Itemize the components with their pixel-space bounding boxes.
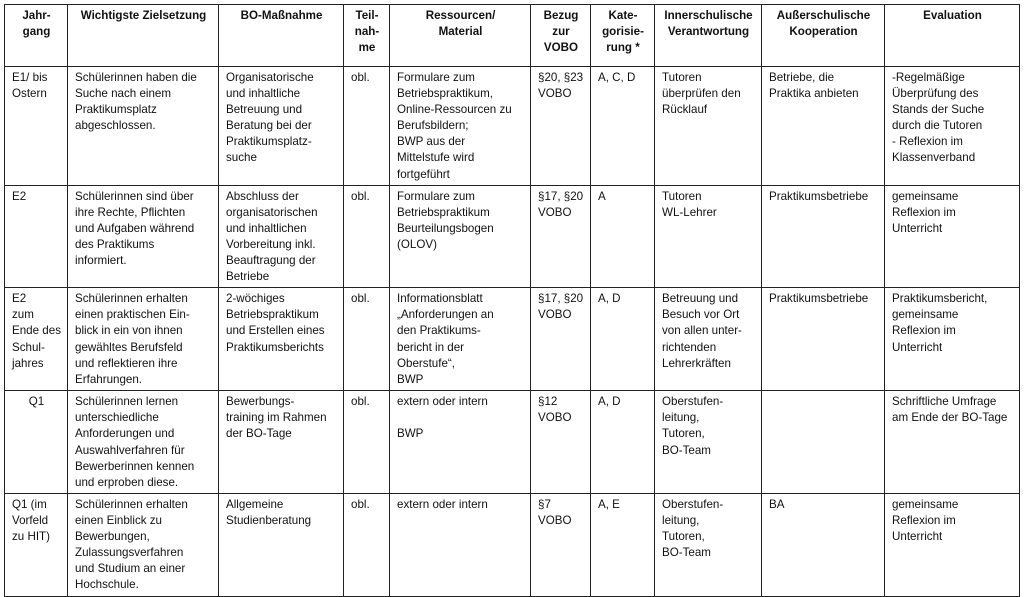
cell-jahrgang: Q1 (im Vorfeld zu HIT)	[5, 493, 68, 596]
cell-vobo: §20, §23 VOBO	[531, 67, 591, 186]
cell-innerschulisch: Betreuung und Besuch vor Ort von allen unter- richtenden Lehrerkräften	[655, 288, 762, 391]
cell-ausserschulisch: Betriebe, die Praktika anbieten	[762, 67, 885, 186]
cell-massnahme: Organisatorische und inhaltliche Betreuung und Beratung bei der Praktikumsplatz- suche	[219, 67, 344, 186]
header-massnahme: BO-Maßnahme	[219, 5, 344, 67]
cell-kategorisierung: A, C, D	[591, 67, 655, 186]
cell-jahrgang: E2	[5, 185, 68, 288]
cell-evaluation: gemeinsame Reflexion im Unterricht	[885, 493, 1020, 596]
cell-massnahme: Abschluss der organisatorischen und inhaltlichen Vorbereitung inkl. Beauftragung der Betriebe	[219, 185, 344, 288]
cell-teilnahme: obl.	[344, 67, 390, 186]
cell-zielsetzung: Schülerinnen sind über ihre Rechte, Pflichten und Aufgaben während des Praktikums informiert.	[68, 185, 219, 288]
cell-jahrgang: E2 zum Ende des Schul- jahres	[5, 288, 68, 391]
header-row	[5, 5, 1020, 67]
cell-ressourcen: extern oder intern BWP	[390, 391, 531, 494]
table-row	[5, 288, 1020, 391]
cell-kategorisierung: A, D	[591, 391, 655, 494]
cell-zielsetzung: Schülerinnen erhalten einen Einblick zu Bewerbungen, Zulassungsverfahren und Studium an einer Hochschule.	[68, 493, 219, 596]
cell-massnahme: Allgemeine Studienberatung	[219, 493, 344, 596]
cell-kategorisierung: A	[591, 185, 655, 288]
header-ressourcen: Ressourcen/ Material	[390, 5, 531, 67]
cell-teilnahme: obl.	[344, 185, 390, 288]
cell-ausserschulisch: Praktikumsbetriebe	[762, 185, 885, 288]
cell-ausserschulisch: Praktikumsbetriebe	[762, 288, 885, 391]
header-zielsetzung: Wichtigste Zielsetzung	[68, 5, 219, 67]
cell-vobo: §17, §20 VOBO	[531, 288, 591, 391]
cell-evaluation: Schriftliche Umfrage am Ende der BO-Tage	[885, 391, 1020, 494]
header-kategorisierung: Kate- gorisie- rung *	[591, 5, 655, 67]
cell-vobo: §12 VOBO	[531, 391, 591, 494]
cell-jahrgang: Q1	[5, 391, 68, 494]
header-vobo: Bezug zur VOBO	[531, 5, 591, 67]
header-teilnahme: Teil- nah- me	[344, 5, 390, 67]
cell-teilnahme: obl.	[344, 493, 390, 596]
cell-innerschulisch: Tutoren WL-Lehrer	[655, 185, 762, 288]
cell-massnahme: Bewerbungs- training im Rahmen der BO-Tage	[219, 391, 344, 494]
cell-teilnahme: obl.	[344, 288, 390, 391]
cell-evaluation: -Regelmäßige Überprüfung des Stands der Suche durch die Tutoren - Reflexion im Klassenverband	[885, 67, 1020, 186]
cell-vobo: §17, §20 VOBO	[531, 185, 591, 288]
cell-zielsetzung: Schülerinnen erhalten einen praktischen Ein- blick in ein von ihnen gewähltes Berufsfeld und reflektieren ihre Erfahrungen.	[68, 288, 219, 391]
cell-ressourcen: Formulare zum Betriebspraktikum Beurteilungsbogen (OLOV)	[390, 185, 531, 288]
cell-ressourcen: Informationsblatt „Anforderungen an den Praktikums- bericht in der Oberstufe“, BWP	[390, 288, 531, 391]
header-innerschulisch: Innerschulische Verantwortung	[655, 5, 762, 67]
cell-innerschulisch: Tutoren überprüfen den Rücklauf	[655, 67, 762, 186]
cell-vobo: §7 VOBO	[531, 493, 591, 596]
header-jahrgang: Jahr- gang	[5, 5, 68, 67]
cell-zielsetzung: Schülerinnen haben die Suche nach einem Praktikumsplatz abgeschlossen.	[68, 67, 219, 186]
cell-jahrgang: E1/ bis Ostern	[5, 67, 68, 186]
cell-evaluation: gemeinsame Reflexion im Unterricht	[885, 185, 1020, 288]
cell-ausserschulisch: BA	[762, 493, 885, 596]
cell-massnahme: 2-wöchiges Betriebspraktikum und Erstellen eines Praktikumsberichts	[219, 288, 344, 391]
header-ausserschulisch: Außerschulische Kooperation	[762, 5, 885, 67]
table-row	[5, 67, 1020, 186]
cell-ressourcen: extern oder intern	[390, 493, 531, 596]
cell-innerschulisch: Oberstufen- leitung, Tutoren, BO-Team	[655, 391, 762, 494]
cell-ressourcen: Formulare zum Betriebspraktikum, Online-Ressourcen zu Berufsbildern; BWP aus der Mittelstufe wird fortgeführt	[390, 67, 531, 186]
cell-evaluation: Praktikumsbericht, gemeinsame Reflexion im Unterricht	[885, 288, 1020, 391]
cell-ausserschulisch	[762, 391, 885, 494]
cell-kategorisierung: A, E	[591, 493, 655, 596]
cell-innerschulisch: Oberstufen- leitung, Tutoren, BO-Team	[655, 493, 762, 596]
bo-measures-table	[4, 4, 1020, 597]
cell-zielsetzung: Schülerinnen lernen unterschiedliche Anforderungen und Auswahlverfahren für Bewerberinnen kennen und erproben diese.	[68, 391, 219, 494]
cell-kategorisierung: A, D	[591, 288, 655, 391]
table-row	[5, 185, 1020, 288]
cell-teilnahme: obl.	[344, 391, 390, 494]
table-row	[5, 391, 1020, 494]
table-row	[5, 493, 1020, 596]
header-evaluation: Evaluation	[885, 5, 1020, 67]
